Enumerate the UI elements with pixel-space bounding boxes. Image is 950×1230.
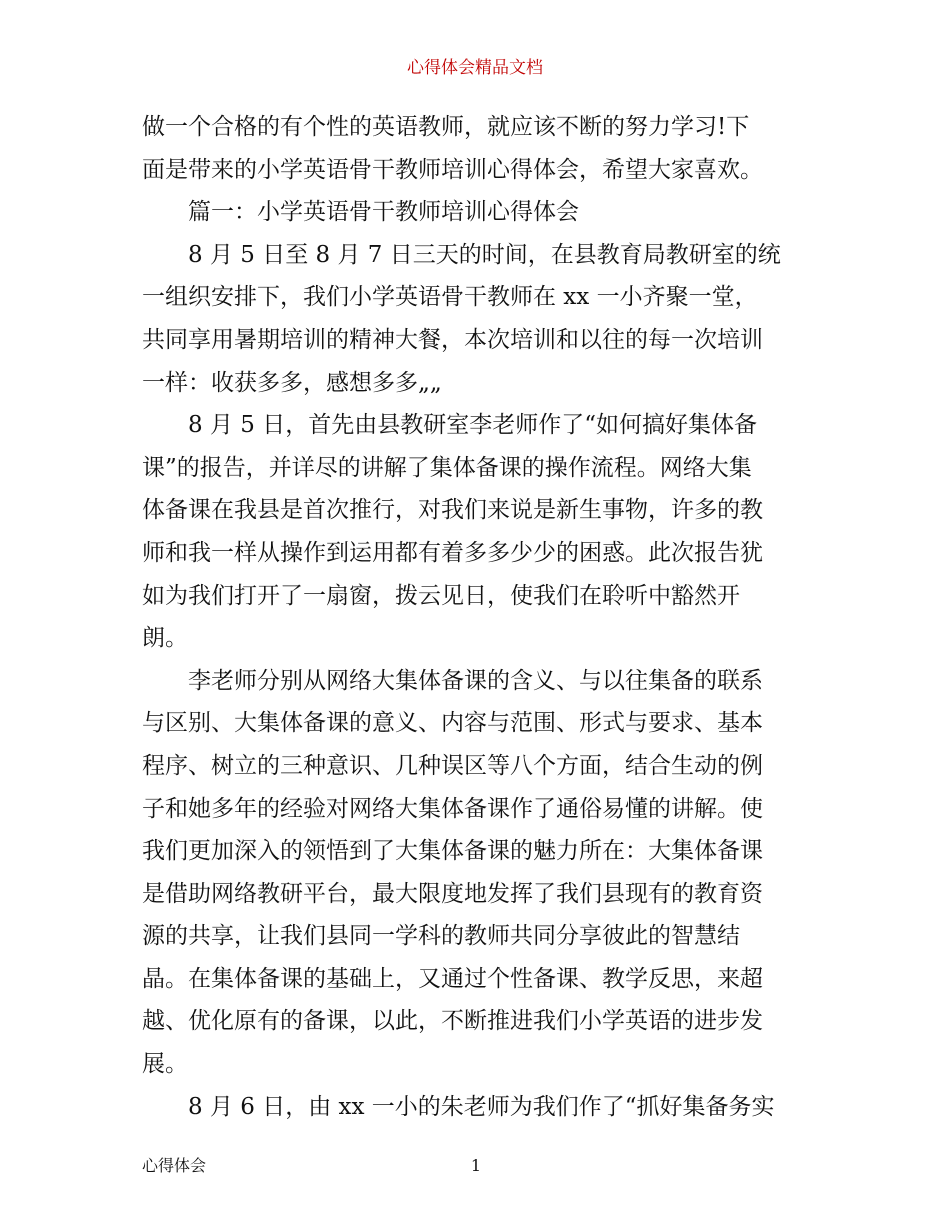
text-line: 李老师分别从网络大集体备课的含义、与以往集备的联系: [188, 667, 763, 694]
text-line: 与区别、大集体备课的意义、内容与范围、形式与要求、基本: [142, 710, 763, 737]
text-line: 晶。在集体备课的基础上，又通过个性备课、教学反思，来超: [142, 965, 763, 992]
text-line: 如为我们打开了一扇窗，拨云见日，使我们在聆听中豁然开: [142, 582, 740, 609]
text-line: 越、优化原有的备课，以此，不断推进我们小学英语的进步发: [142, 1008, 763, 1035]
page-header-title: 心得体会精品文档: [407, 58, 543, 78]
text-line: 是借助网络教研平台，最大限度地发挥了我们县现有的教育资: [142, 880, 763, 907]
text-line: 8 月 5 日至 8 月 7 日三天的时间，在县教育局教研室的统: [188, 241, 781, 268]
text-line: 师和我一样从操作到运用都有着多多少少的困惑。此次报告犹: [142, 539, 763, 566]
text-line: 8 月 5 日，首先由县教研室李老师作了“如何搞好集体备: [188, 412, 757, 439]
text-line: 课”的报告，并详尽的讲解了集体备课的操作流程。网络大集: [142, 454, 752, 481]
text-line: 共同享用暑期培训的精神大餐，本次培训和以往的每一次培训: [142, 326, 763, 353]
text-line: 一样：收获多多，感想多多„„: [142, 369, 442, 396]
document-body: [142, 106, 814, 1128]
text-line: 子和她多年的经验对网络大集体备课作了通俗易懂的讲解。使: [142, 795, 763, 822]
text-line: 朗。: [142, 625, 188, 652]
text-line: 我们更加深入的领悟到了大集体备课的魅力所在：大集体备课: [142, 838, 763, 865]
text-line: 做一个合格的有个性的英语教师，就应该不断的努力学习!下: [142, 114, 750, 140]
text-line: 源的共享，让我们县同一学科的教师共同分享彼此的智慧结: [142, 923, 740, 950]
text-line: 程序、树立的三种意识、几种误区等八个方面，结合生动的例: [142, 752, 763, 779]
page-footer-label: 心得体会: [142, 1156, 207, 1175]
text-line: 体备课在我县是首次推行，对我们来说是新生事物，许多的教: [142, 497, 763, 524]
text-line: 一组织安排下，我们小学英语骨干教师在 xx 一小齐聚一堂，: [142, 284, 758, 311]
text-line: 面是带来的小学英语骨干教师培训心得体会，希望大家喜欢。: [142, 156, 763, 183]
text-line: 展。: [142, 1051, 188, 1078]
text-line: 8 月 6 日，由 xx 一小的朱老师为我们作了“抓好集备务实: [188, 1093, 775, 1120]
section-heading: 篇一：小学英语骨干教师培训心得体会: [188, 199, 579, 226]
page-number: 1: [470, 1156, 482, 1175]
